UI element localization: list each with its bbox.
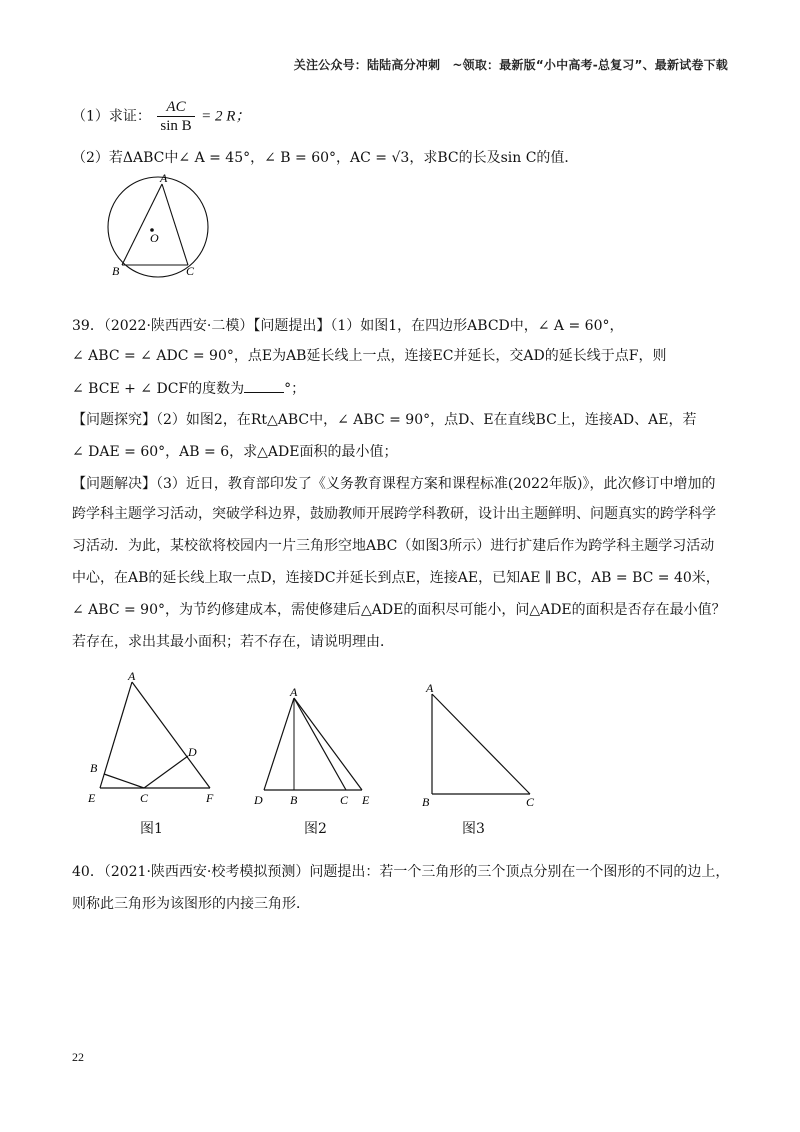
- q39-line-11: 若存在，求出其最小面积；若不存在，请说明理由．: [72, 634, 394, 650]
- q38-part1-suffix: = 2 R；: [201, 108, 251, 125]
- fig1-label-a: A: [128, 669, 136, 683]
- line-cd: [144, 756, 188, 788]
- q39-figure-3: [418, 678, 548, 808]
- label-b: B: [112, 264, 120, 278]
- q39-figure-3-caption: 图3: [462, 821, 485, 837]
- answer-blank: [244, 378, 284, 393]
- fig1-label-e: E: [88, 791, 96, 805]
- line-ae: [100, 682, 132, 788]
- q39-line-10: ∠ ABC = 90°，为节约修建成本，需使修建后△ADE的面积尽可能小，问△ADE的面积是否存在最小值？: [72, 602, 726, 618]
- fig3-label-b: B: [422, 795, 430, 808]
- q39-line-2: ∠ ABC = ∠ ADC = 90°，点E为AB延长线上一点，连接EC并延长，交AD的延长线于点F，则: [72, 348, 667, 364]
- line-ae: [294, 698, 362, 790]
- q39-line-4: 【问题探究】（2）如图2，在Rt△ABC中，∠ ABC = 90°，点D、E在直线BC上，连接AD、AE，若: [72, 412, 697, 428]
- fig2-label-d: D: [254, 793, 263, 807]
- q40-line-2: 则称此三角形为该图形的内接三角形．: [72, 896, 310, 912]
- q39-figure-1: [82, 668, 232, 808]
- line-ad: [264, 698, 294, 790]
- q39-line-3-text: ∠ BCE + ∠ DCF的度数为: [72, 381, 245, 397]
- fig1-label-b: B: [90, 761, 98, 775]
- q39-line-3: [72, 378, 305, 399]
- line-af: [132, 682, 210, 788]
- q38-part1-prefix: （1）求证：: [72, 108, 151, 125]
- fig2-label-a: A: [290, 685, 298, 699]
- q39-line-8: 习活动．为此，某校欲将校园内一片三角形空地ABC（如图3所示）进行扩建后作为跨学科主题学习活动: [72, 538, 715, 554]
- label-o: O: [150, 231, 159, 245]
- page-header: 关注公众号：陆陆高分冲刺 ~领取：最新版“小中高考-总复习”、最新试卷下载: [293, 58, 728, 72]
- q39-line-1: 39．（2022·陕西西安·二模）【问题提出】（1）如图1，在四边形ABCD中，∠ A = 60°，: [72, 318, 624, 334]
- label-a: A: [160, 172, 168, 185]
- q38-fraction-denominator: sin B: [160, 118, 192, 134]
- line-ac: [294, 698, 346, 790]
- fig3-label-a: A: [426, 681, 434, 695]
- page-number: 22: [72, 1050, 84, 1064]
- side-ab: [122, 184, 162, 265]
- fig2-label-c: C: [340, 793, 349, 807]
- q39-figure-1-caption: 图1: [140, 821, 163, 837]
- q38-part2: （2）若ΔABC中∠ A = 45°，∠ B = 60°，AC = √3，求BC的长及sin C的值．: [72, 150, 579, 166]
- q38-part1: [72, 98, 250, 135]
- label-c: C: [186, 264, 195, 278]
- fig1-label-d: D: [188, 745, 197, 759]
- q40-line-1: 40．（2021·陕西西安·校考模拟预测）问题提出：若一个三角形的三个顶点分别在一个图形的不同的边上，: [72, 864, 730, 880]
- q38-figure-circle: [100, 172, 220, 282]
- fig2-label-e: E: [362, 793, 370, 807]
- side-ac: [162, 184, 188, 265]
- fig1-label-c: C: [140, 791, 149, 805]
- line-bc: [104, 774, 144, 788]
- fig2-label-b: B: [290, 793, 298, 807]
- q39-figure-2: [250, 680, 380, 810]
- fig1-label-f: F: [206, 791, 214, 805]
- fig3-label-c: C: [526, 795, 535, 808]
- q38-fraction-numerator: AC: [157, 98, 194, 117]
- line-ac: [432, 694, 530, 794]
- q39-line-7: 跨学科主题学习活动，突破学科边界，鼓励教师开展跨学科教研，设计出主题鲜明、问题真实的跨学科学: [72, 506, 716, 522]
- q39-figure-2-caption: 图2: [304, 821, 327, 837]
- q38-fraction: [157, 98, 194, 135]
- q39-line-3-end: °；: [284, 381, 306, 397]
- q39-line-9: 中心，在AB的延长线上取一点D，连接DC并延长到点E，连接AE，已知AE ∥ BC，AB = BC = 40米，: [72, 570, 720, 586]
- q39-line-5: ∠ DAE = 60°，AB = 6，求△ADE面积的最小值；: [72, 444, 398, 460]
- q39-line-6: 【问题解决】（3）近日，教育部印发了《义务教育课程方案和课程标准(2022年版)》，此次修订中增加的: [72, 476, 716, 492]
